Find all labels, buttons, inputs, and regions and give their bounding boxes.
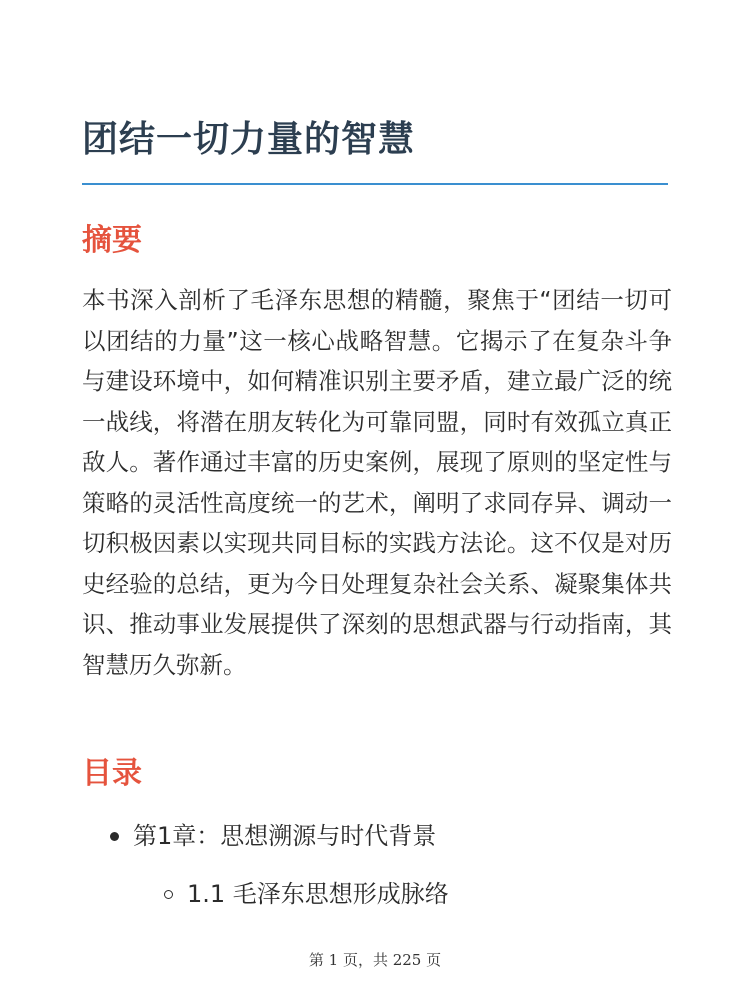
circle-bullet-icon [164, 890, 173, 899]
toc-item-chapter-1[interactable] [110, 816, 436, 856]
disc-bullet-icon [110, 832, 119, 841]
toc-item-section-1-1[interactable] [164, 874, 449, 914]
toc-item-label: 1.1 毛泽东思想形成脉络 [187, 880, 449, 908]
title-divider [82, 183, 668, 185]
document-title: 团结一切力量的智慧 [82, 119, 416, 160]
toc-item-label: 第1章：思想溯源与时代背景 [133, 822, 437, 850]
page-footer: 第 1 页，共 225 页 [308, 951, 442, 969]
abstract-paragraph: 本书深入剖析了毛泽东思想的精髓，聚焦于“团结一切可以团结的力量”这一核心战略智慧。它揭示了在复杂斗争与建设环境中，如何精准识别主要矛盾，建立最广泛的统一战线，将潜在朋友转化为可靠同盟，同时有效孤立真正敌人。著作通过丰富的历史案例，展现了原则的坚定性与策略的灵活性高度统一的艺术，阐明了求同存异、调动一切积极因素以实现共同目标的实践方法论。这不仅是对历史经验的总结，更为今日处理复杂社会关系、凝聚集体共识、推动事业发展提供了深刻的思想武器与行动指南，其智慧历久弥新。 [82, 286, 672, 679]
abstract-heading: 摘要 [82, 223, 142, 258]
toc-heading: 目录 [82, 756, 142, 791]
